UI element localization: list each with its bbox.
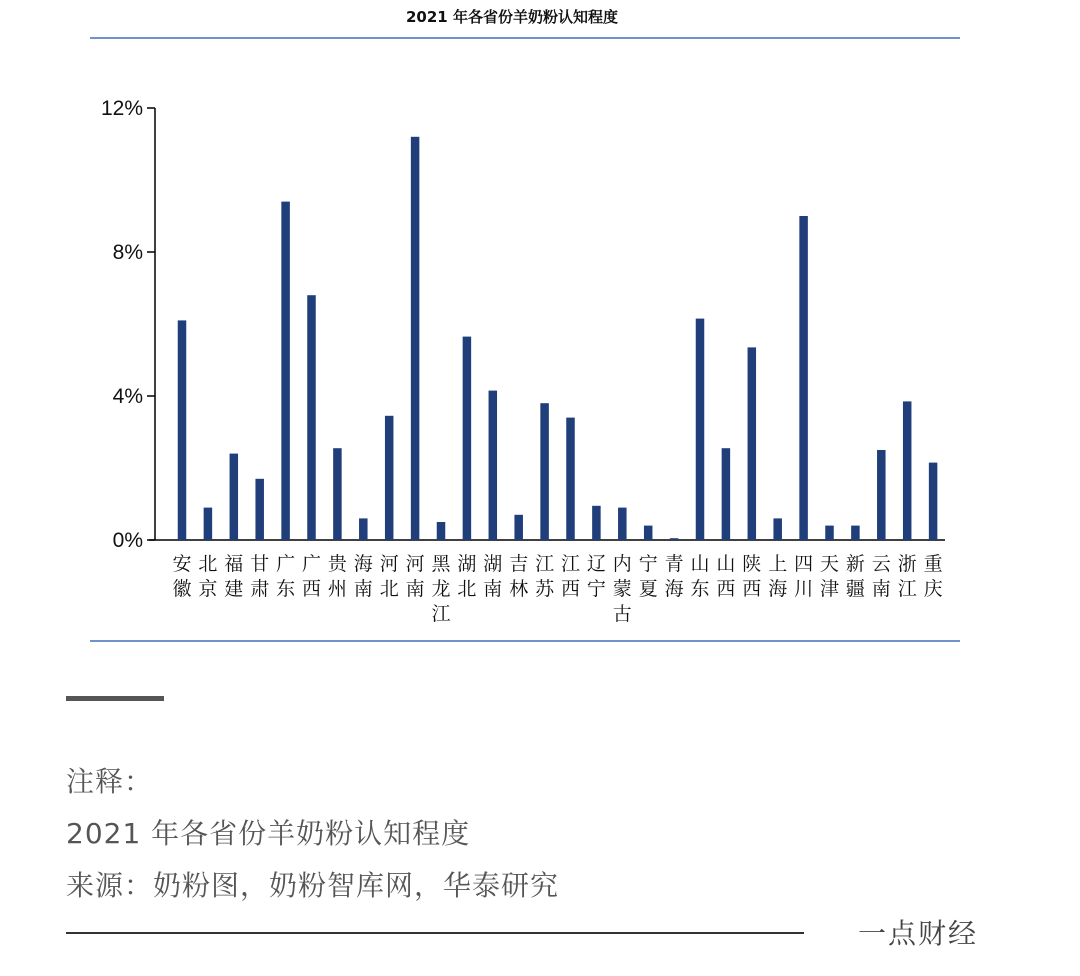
x-tick-label: 南 bbox=[483, 578, 503, 600]
x-tick-label: 江 bbox=[535, 553, 555, 575]
notes-caption: 2021 年各省份羊奶粉认知程度 bbox=[66, 817, 471, 850]
x-tick-label: 四 bbox=[794, 553, 814, 575]
bar bbox=[281, 202, 290, 540]
y-tick-label: 4% bbox=[112, 385, 143, 408]
y-tick-label: 0% bbox=[112, 529, 143, 552]
x-tick-label: 山 bbox=[690, 553, 710, 575]
bar bbox=[877, 450, 886, 540]
x-tick-label: 徽 bbox=[172, 578, 192, 600]
x-tick-label: 江 bbox=[560, 553, 581, 575]
bar bbox=[799, 216, 808, 540]
x-tick-label: 新 bbox=[845, 553, 865, 575]
x-tick-label: 州 bbox=[327, 578, 347, 600]
x-tick-label: 黑 bbox=[431, 553, 451, 575]
x-tick-label: 西 bbox=[560, 578, 581, 600]
x-tick-label: 疆 bbox=[845, 578, 865, 600]
x-tick-label: 京 bbox=[198, 578, 218, 600]
x-tick-label: 苏 bbox=[535, 578, 555, 600]
x-tick-label: 建 bbox=[224, 578, 244, 600]
x-tick-label: 内 bbox=[612, 553, 632, 575]
bar bbox=[255, 479, 264, 540]
x-tick-label: 辽 bbox=[586, 553, 606, 575]
x-tick-label: 西 bbox=[716, 578, 736, 600]
x-axis-labels bbox=[172, 553, 942, 625]
bar bbox=[748, 347, 757, 540]
bar bbox=[644, 526, 653, 540]
x-tick-label: 河 bbox=[405, 553, 425, 575]
bar bbox=[825, 526, 834, 540]
x-tick-label: 山 bbox=[716, 553, 736, 575]
x-tick-label: 陕 bbox=[742, 553, 762, 575]
x-tick-label: 吉 bbox=[509, 553, 529, 575]
x-tick-label: 林 bbox=[509, 578, 529, 600]
x-tick-label: 江 bbox=[897, 578, 917, 600]
bar bbox=[359, 518, 368, 540]
x-tick-label: 东 bbox=[276, 578, 296, 600]
x-tick-label: 江 bbox=[431, 603, 451, 625]
x-tick-label: 海 bbox=[353, 553, 373, 575]
notes-heading: 注释： bbox=[66, 765, 154, 798]
bar bbox=[230, 454, 239, 540]
x-tick-label: 蒙 bbox=[612, 578, 632, 600]
bar bbox=[592, 506, 601, 540]
notes-source: 来源：奶粉图，奶粉智库网，华泰研究 bbox=[66, 869, 560, 902]
section-divider bbox=[66, 696, 164, 701]
bar bbox=[178, 320, 187, 540]
y-tick-label: 8% bbox=[112, 241, 143, 264]
x-tick-label: 东 bbox=[690, 578, 710, 600]
x-tick-label: 广 bbox=[301, 553, 322, 575]
bar bbox=[204, 508, 213, 540]
x-tick-label: 南 bbox=[353, 578, 373, 600]
x-tick-label: 重 bbox=[923, 553, 943, 575]
y-axis bbox=[101, 97, 945, 552]
bars bbox=[178, 137, 938, 540]
x-tick-label: 广 bbox=[276, 553, 296, 575]
bar bbox=[670, 538, 679, 540]
bar bbox=[385, 416, 394, 540]
x-tick-label: 宁 bbox=[638, 553, 658, 575]
x-tick-label: 川 bbox=[794, 578, 814, 600]
y-tick-label: 12% bbox=[100, 97, 143, 120]
bar bbox=[618, 508, 627, 540]
x-tick-label: 北 bbox=[198, 553, 218, 575]
x-tick-label: 上 bbox=[768, 553, 788, 575]
x-tick-label: 青 bbox=[664, 553, 684, 575]
footer-line bbox=[66, 932, 804, 934]
bar bbox=[540, 403, 549, 540]
x-tick-label: 海 bbox=[768, 578, 788, 600]
x-tick-label: 庆 bbox=[923, 578, 943, 600]
bar bbox=[773, 518, 782, 540]
x-tick-label: 福 bbox=[224, 553, 244, 575]
x-tick-label: 云 bbox=[871, 553, 891, 575]
x-tick-label: 南 bbox=[405, 578, 425, 600]
bar bbox=[333, 448, 342, 540]
x-tick-label: 北 bbox=[457, 578, 477, 600]
x-tick-label: 湖 bbox=[483, 553, 503, 575]
notes-block bbox=[66, 756, 559, 912]
x-tick-label: 夏 bbox=[638, 578, 658, 600]
bar bbox=[411, 137, 420, 540]
bar bbox=[307, 295, 316, 540]
x-tick-label: 甘 bbox=[250, 553, 270, 575]
x-tick-label: 西 bbox=[301, 578, 322, 600]
x-tick-label: 天 bbox=[819, 553, 840, 575]
x-tick-label: 津 bbox=[819, 578, 840, 600]
x-tick-label: 河 bbox=[379, 553, 399, 575]
bar bbox=[929, 463, 938, 540]
x-tick-label: 浙 bbox=[897, 553, 917, 575]
x-tick-label: 安 bbox=[172, 553, 192, 575]
x-tick-label: 海 bbox=[664, 578, 684, 600]
chart-title: 2021 年各省份羊奶粉认知程度 bbox=[406, 8, 618, 26]
bar bbox=[463, 337, 472, 540]
x-tick-label: 肃 bbox=[250, 578, 270, 600]
bar bbox=[566, 418, 575, 540]
x-tick-label: 西 bbox=[742, 578, 762, 600]
bar bbox=[722, 448, 731, 540]
x-tick-label: 古 bbox=[612, 603, 632, 625]
bar bbox=[903, 401, 912, 540]
x-tick-label: 龙 bbox=[431, 578, 451, 600]
x-tick-label: 湖 bbox=[457, 553, 477, 575]
brand-watermark: 一点财经 bbox=[858, 917, 979, 950]
bar bbox=[489, 391, 498, 540]
bar bbox=[851, 526, 860, 540]
x-tick-label: 北 bbox=[379, 578, 399, 600]
bar bbox=[437, 522, 446, 540]
bar bbox=[696, 319, 705, 540]
x-tick-label: 宁 bbox=[586, 578, 606, 600]
bar bbox=[514, 515, 523, 540]
x-tick-label: 贵 bbox=[327, 553, 347, 575]
x-tick-label: 南 bbox=[871, 578, 891, 600]
